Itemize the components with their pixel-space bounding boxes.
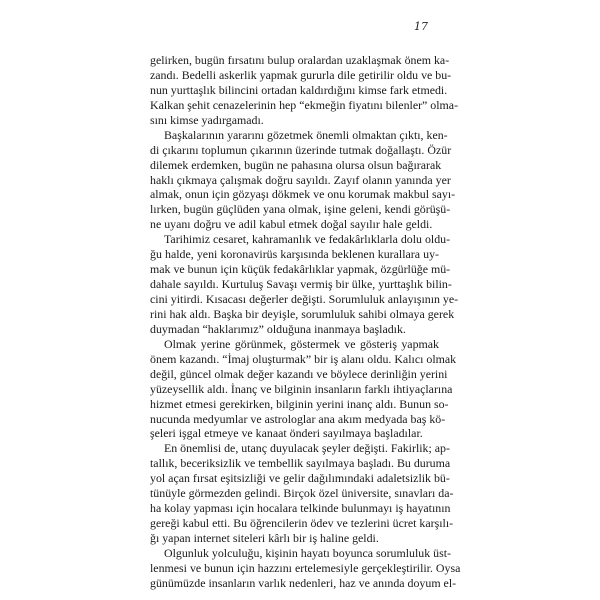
text-line: En önemlisi de, utanç duyulacak şeyler değişti. Fakirlik; ap- bbox=[164, 441, 450, 456]
text-line: nucunda medyumlar ve astrologlar ana akım medyada baş kö- bbox=[150, 411, 446, 426]
text-line: nun yurttaşlık bilincini ortadan kaldırdığını kimse fark etmedi. bbox=[150, 82, 448, 97]
text-line: şeleri işgal etmeye ve kanaat önderi sayılmaya başladılar. bbox=[150, 426, 423, 441]
text-line: gereği kabul etti. Bu öğrencilerin ödev ve tezlerini ücret karşılı- bbox=[150, 516, 454, 531]
text-line: sını kimse yadırgamadı. bbox=[150, 112, 264, 127]
paragraph bbox=[150, 53, 459, 128]
text-line: mak ve bunun için küçük fedakârlıklar yapmak, özgürlüğe mü- bbox=[150, 262, 451, 277]
paragraph bbox=[150, 232, 459, 337]
text-line: önem kazandı. “İmaj oluşturmak” bir iş alanı oldu. Kalıcı olmak bbox=[150, 351, 457, 366]
text-line: değil, güncel olmak değer kazandı ve böylece derinliğin yerini bbox=[150, 366, 448, 381]
text-line: dahale sayıldı. Kurtuluş Savaşı vermiş bir ülke, yurttaşlık bilin- bbox=[150, 277, 452, 292]
text-line: hizmet etmesi gerekirken, bilginin yerini inanç aldı. Bunun so- bbox=[150, 396, 449, 411]
text-line: zandı. Bedelli askerlik yapmak gururla dile getirilir oldu ve bu- bbox=[150, 67, 452, 82]
text-line: haklı çıkmaya çalışmak doğru sayıldı. Zayıf olanın yanında yer bbox=[150, 172, 451, 187]
text-line: rini hak aldı. Başka bir deyişle, sorumluluk sahibi olmaya gerek bbox=[150, 306, 455, 321]
paragraph bbox=[150, 441, 454, 546]
text-line: di çıkarını toplumun çıkarının üzerinde tutmak doğallaştı. Özür bbox=[150, 142, 452, 157]
text-line: Kalkan şehit cenazelerinin hep “ekmeğin fiyatını bilenler” olma- bbox=[150, 97, 459, 112]
text-line: lırken, bugün güçlüden yana olmak, işine geleni, kendi görüşü- bbox=[150, 202, 451, 217]
text-line: ne uyanı doğru ve adil kabul etmek doğal sayılır hale geldi. bbox=[150, 217, 433, 232]
paragraph bbox=[150, 336, 457, 442]
text-line: Olmak yerine görünmek, göstermek ve gösteriş yapmak bbox=[164, 336, 439, 351]
text-line: tallık, beceriksizlik ve tembellik sayılmaya başladı. Bu duruma bbox=[150, 456, 451, 471]
text-line: yüzeysellik aldı. İnanç ve bilginin insanların farklı ihtiyaçlarına bbox=[150, 381, 453, 396]
text-line: ğı yapan internet siteleri kârlı bir iş haline geldi. bbox=[150, 531, 379, 545]
text-line: lenmesi ve bunun için hazzını ertelemesiyle gerçekleştirilir. Oysa bbox=[150, 560, 461, 575]
text-line: Tarihimiz cesaret, kahramanlık ve fedakârlıklarla dolu oldu- bbox=[164, 232, 451, 247]
text-line: duymadan “haklarımız” olduğuna inanmaya başladık. bbox=[150, 321, 406, 336]
text-line: Başkalarının yararını gözetmek önemli olmaktan çıktı, ken- bbox=[164, 127, 448, 142]
text-line: tünüyle görmezden gelindi. Birçok özel üniversite, sınavları da- bbox=[150, 486, 454, 501]
text-line: Olgunluk yolculuğu, kişinin hayatı boyunca sorumluluk üst- bbox=[164, 545, 452, 560]
body-text bbox=[150, 53, 461, 591]
text-line: gelirken, bugün fırsatını bulup oralardan uzaklaşmak önem ka- bbox=[150, 53, 450, 67]
text-line: ha kolay yapması için hocalara telkinde bulunmayı iş hayatının bbox=[150, 501, 451, 516]
text-line: almak, onun için gözyaşı dökmek ve onu korumak makbul sayı- bbox=[150, 187, 456, 202]
text-line: yol açan fırsat eşitsizliği ve gelir dağılımındaki adaletsizlik bü- bbox=[150, 471, 450, 486]
text-line: cini yitirdi. Kısacası değerler değişti. Sorumluluk anlayışının ye- bbox=[150, 292, 459, 306]
paragraph bbox=[150, 127, 456, 233]
text-line: günümüzde insanların varlık nedenleri, haz ve anında doyum el- bbox=[150, 575, 457, 590]
text-line: dilemek erdemken, bugün ne pahasına olursa olsun bağırarak bbox=[150, 157, 442, 172]
paragraph bbox=[150, 545, 461, 591]
page-number: 17 bbox=[414, 20, 428, 33]
text-line: ğu halde, yeni koronavirüs karşısında beklenen kurallara uy- bbox=[150, 247, 439, 262]
